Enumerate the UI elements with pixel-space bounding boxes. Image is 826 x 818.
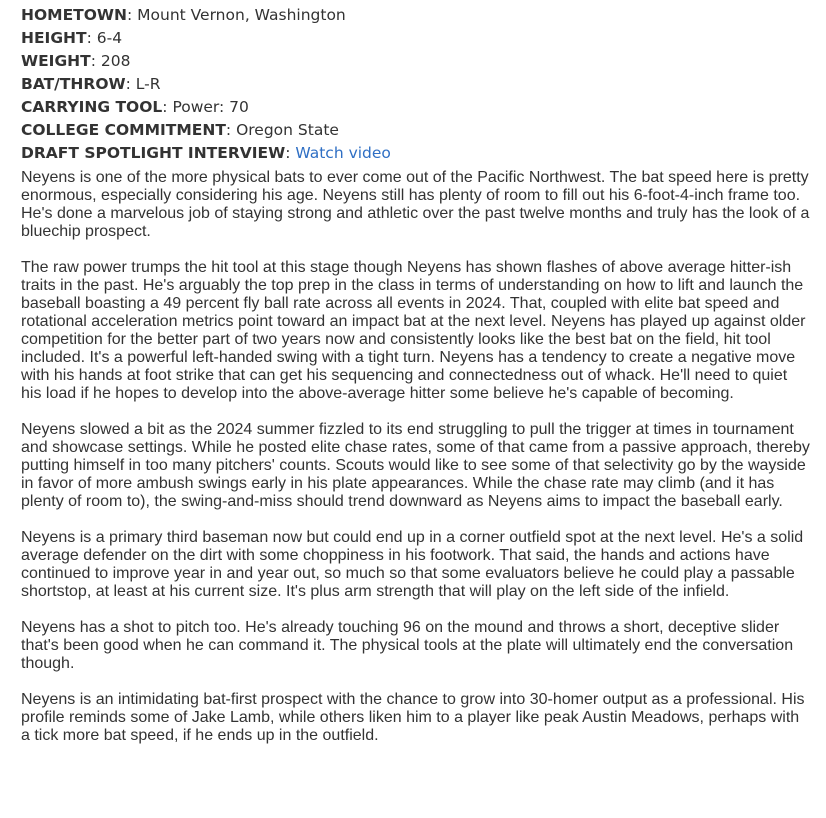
fact-label: DRAFT SPOTLIGHT INTERVIEW [21, 144, 286, 162]
fact-label: CARRYING TOOL [21, 98, 163, 116]
fact-bat-throw: BAT/THROW: L-R [21, 75, 161, 93]
report-paragraph: Neyens has a shot to pitch too. He's already touching 96 on the mound and throws a short, deceptive slider that's been good when he can command it. The physical tools at the plate will ultimately end the conversation though. [21, 619, 794, 672]
report-paragraph: The raw power trumps the hit tool at this stage though Neyens has shown flashes of above average hitter-ish traits in the past. He's arguably the top prep in the class in terms of understanding on how to lift and launch the baseball boasting a 49 percent fly ball rate across all events in 2024. That, coupled with elite bat speed and rotational acceleration metrics point toward an impact bat at the next level. Neyens has played up against older competition for the better part of two years now and consistently looks like the best bat on the field, hit tool included. It's a powerful left-handed swing with a tight turn. Neyens has a tendency to create a negative move with his hands at foot strike that can get his sequencing and connectedness out of whack. He'll need to quiet his load if he hopes to develop into the above-average hitter some believe he's capable of becoming. [21, 259, 806, 402]
fact-label: COLLEGE COMMITMENT [21, 121, 226, 139]
report-paragraph: Neyens is an intimidating bat-first prospect with the chance to grow into 30-homer output as a professional. His profile reminds some of Jake Lamb, while others liken him to a player like peak Austin Meadows, perhaps with a tick more bat speed, if he ends up in the outfield. [21, 691, 805, 744]
fact-hometown: HOMETOWN: Mount Vernon, Washington [21, 6, 346, 24]
report-paragraph: Neyens slowed a bit as the 2024 summer fizzled to its end struggling to pull the trigger at times in tournament and showcase settings. While he posted elite chase rates, some of that came from a passive approach, thereby putting himself in too many pitchers' counts. Scouts would like to see some of that selectivity go by the wayside in favor of more ambush swings early in his plate appearances. While the chase rate may climb (and it has plenty of room to), the swing-and-miss should trend downward as Neyens aims to impact the baseball early. [21, 421, 810, 510]
fact-value: 6-4 [96, 29, 123, 47]
fact-draft-spotlight-interview: DRAFT SPOTLIGHT INTERVIEW: Watch video [21, 144, 391, 162]
report-paragraph: Neyens is a primary third baseman now but could end up in a corner outfield spot at the next level. He's a solid average defender on the dirt with some choppiness in his footwork. That said, the hands and actions have continued to improve year in and year out, so much so that some evaluators believe he could play a passable shortstop, at least at his current size. It's plus arm strength that will play on the left side of the infield. [21, 529, 804, 600]
fact-value: Oregon State [236, 121, 339, 139]
scouting-report [21, 169, 811, 745]
fact-college-commitment: COLLEGE COMMITMENT: Oregon State [21, 121, 339, 139]
player-profile [21, 4, 811, 763]
fact-label: HEIGHT [21, 29, 87, 47]
watch-video-link[interactable]: Watch video [295, 144, 391, 162]
fact-label: BAT/THROW [21, 75, 126, 93]
fact-value: L-R [135, 75, 161, 93]
fact-value: Mount Vernon, Washington [137, 6, 346, 24]
player-facts-list [21, 4, 811, 165]
fact-value: Power: 70 [172, 98, 249, 116]
fact-height: HEIGHT: 6-4 [21, 29, 123, 47]
fact-label: HOMETOWN [21, 6, 127, 24]
fact-carrying-tool: CARRYING TOOL: Power: 70 [21, 98, 249, 116]
fact-value: 208 [100, 52, 131, 70]
report-paragraph: Neyens is one of the more physical bats to ever come out of the Pacific Northwest. The bat speed here is pretty enormous, especially considering his age. Neyens still has plenty of room to fill out his 6-foot-4-inch frame too. He's done a marvelous job of staying strong and athletic over the past twelve months and truly has the look of a bluechip prospect. [21, 169, 810, 240]
fact-weight: WEIGHT: 208 [21, 52, 131, 70]
fact-label: WEIGHT [21, 52, 91, 70]
